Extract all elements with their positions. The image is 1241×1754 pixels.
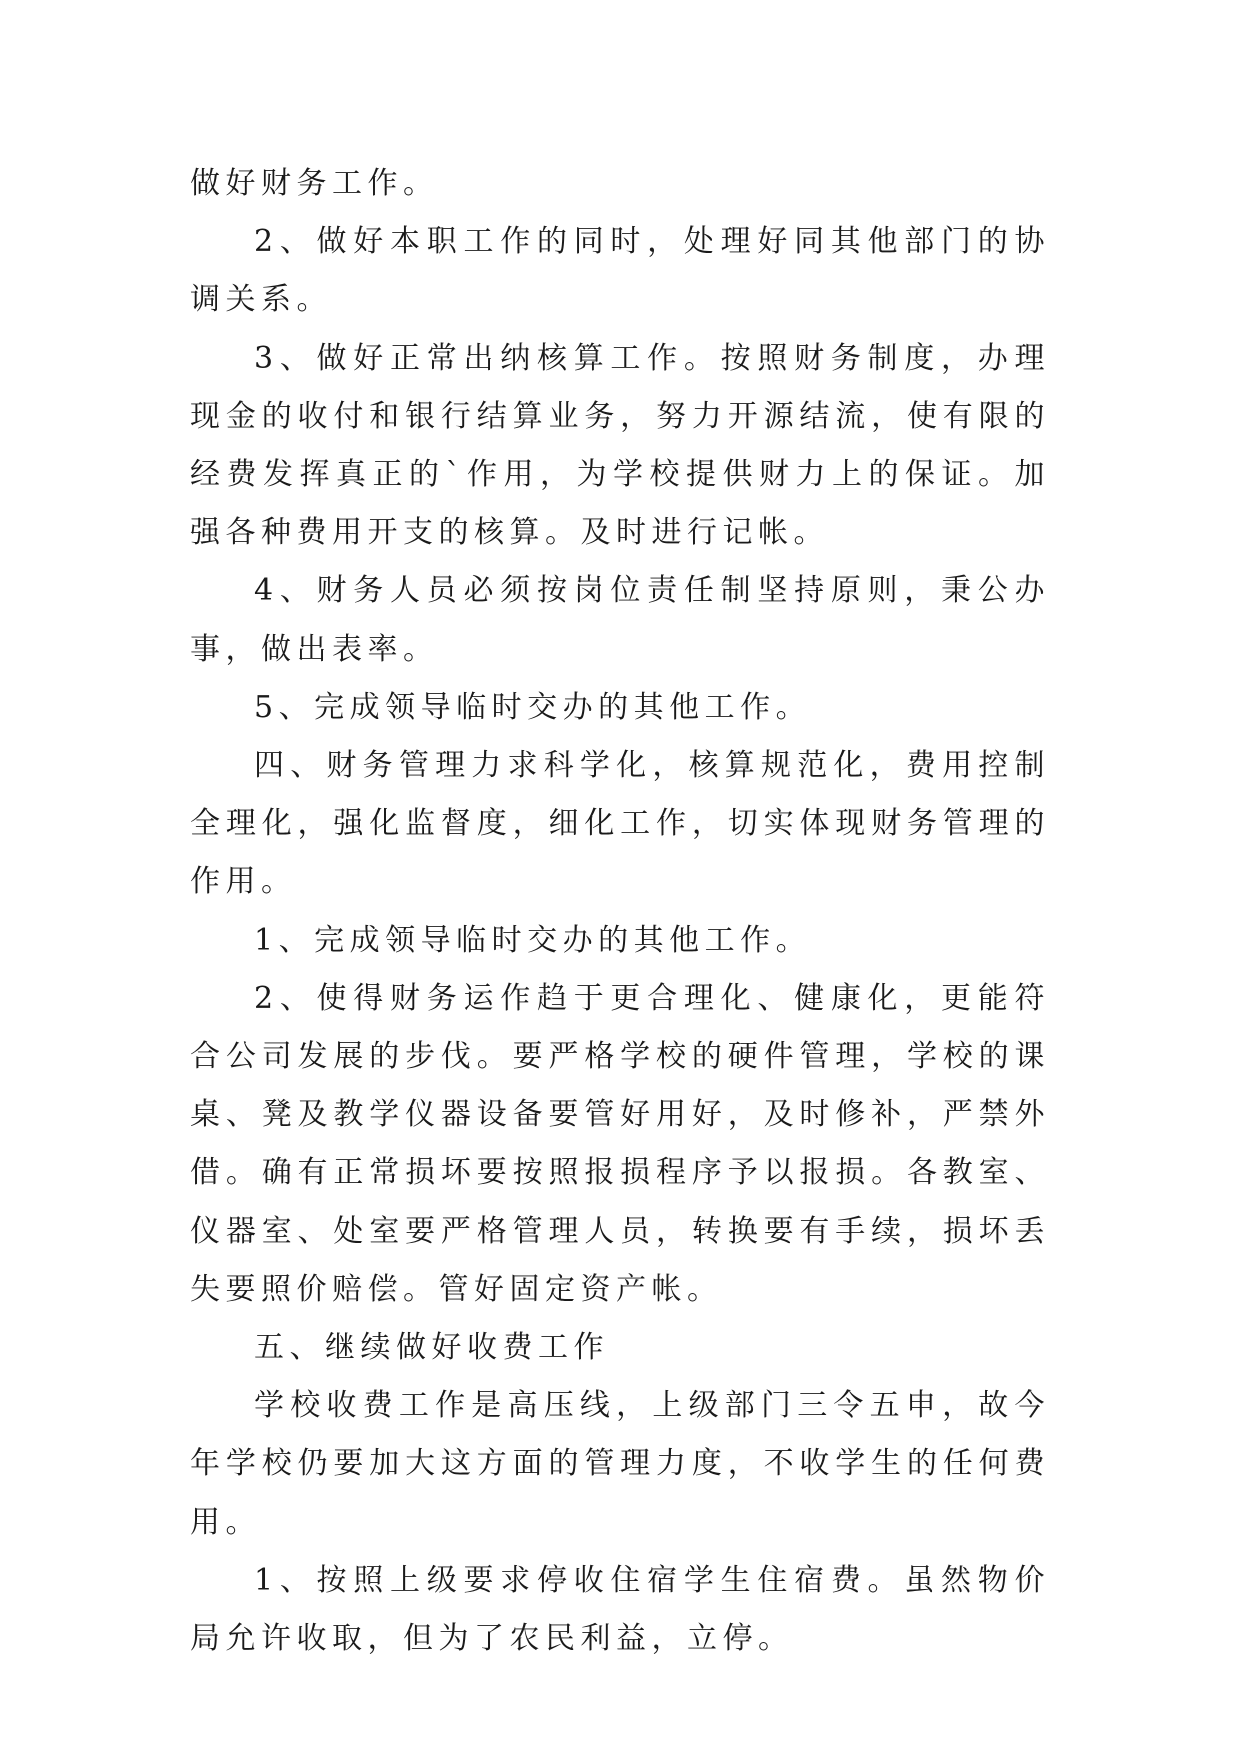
- paragraph: 2、使得财务运作趋于更合理化、健康化，更能符合公司发展的步伐。要严格学校的硬件管理，学校的课桌、凳及教学仪器设备要管好用好，及时修补，严禁外借。确有正常损坏要按照报损程序予以报损。各教室、仪器室、处室要严格管理人员，转换要有手续，损坏丢失要照价赔偿。管好固定资产帐。: [190, 980, 1050, 1307]
- section-heading: 五、继续做好收费工作: [254, 1330, 609, 1366]
- paragraph: 3、做好正常出纳核算工作。按照财务制度，办理现金的收付和银行结算业务，努力开源结流，使有限的经费发挥真正的`作用，为学校提供财力上的保证。加强各种费用开支的核算。及时进行记帐。: [190, 340, 1050, 551]
- paragraph: 学校收费工作是高压线，上级部门三令五申，故今年学校仍要加大这方面的管理力度，不收学生的任何费用。: [190, 1388, 1050, 1540]
- section-heading: 四、财务管理力求科学化，核算规范化，费用控制全理化，强化监督度，细化工作，切实体现财务管理的作用。: [190, 748, 1050, 900]
- paragraph: 4、财务人员必须按岗位责任制坚持原则，秉公办事，做出表率。: [190, 573, 1050, 667]
- paragraph: 2、做好本职工作的同时，处理好同其他部门的协调关系。: [190, 224, 1050, 318]
- paragraph: 5、完成领导临时交办的其他工作。: [254, 689, 812, 725]
- paragraph: 1、完成领导临时交办的其他工作。: [254, 922, 812, 958]
- document-body: [190, 155, 1050, 1668]
- paragraph: 做好财务工作。: [190, 166, 439, 201]
- paragraph: 1、按照上级要求停收住宿学生住宿费。虽然物价局允许收取，但为了农民利益，立停。: [190, 1562, 1050, 1657]
